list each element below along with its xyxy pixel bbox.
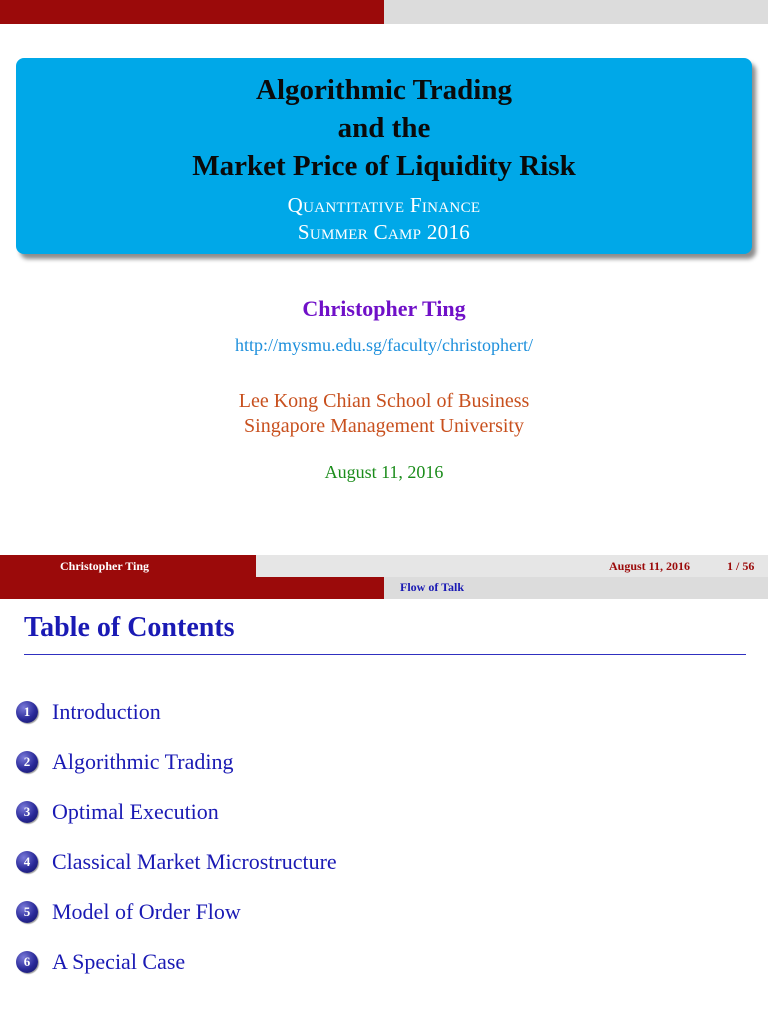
footer-middle-cell bbox=[256, 555, 512, 577]
toc-number-bullet: 1 bbox=[16, 701, 38, 723]
toc-item-label: Introduction bbox=[52, 699, 161, 724]
toc-item-label: Model of Order Flow bbox=[52, 899, 241, 924]
title-line-2: and the bbox=[337, 112, 431, 144]
slide-footer bbox=[0, 555, 768, 577]
toc-number-bullet: 4 bbox=[16, 851, 38, 873]
footer-author: Christopher Ting bbox=[60, 559, 150, 573]
toc-title-rule bbox=[24, 654, 746, 655]
toc-number-bullet: 3 bbox=[16, 801, 38, 823]
title-box bbox=[16, 58, 752, 254]
toc-number-bullet: 5 bbox=[16, 901, 38, 923]
title-line-1: Algorithmic Trading bbox=[256, 74, 512, 106]
toc-item-label: Classical Market Microstructure bbox=[52, 849, 337, 874]
subtitle-line-2: Summer Camp 2016 bbox=[297, 220, 471, 244]
footer-date-cell bbox=[512, 555, 768, 577]
section-nav-label[interactable]: Flow of Talk bbox=[399, 580, 465, 594]
header-bar-gray bbox=[384, 0, 768, 24]
toc-item-label: Optimal Execution bbox=[52, 799, 219, 824]
title-line-3: Market Price of Liquidity Risk bbox=[192, 150, 576, 182]
toc-item-label: A Special Case bbox=[52, 949, 186, 974]
header-bar-red bbox=[0, 0, 384, 24]
presentation-date: August 11, 2016 bbox=[324, 462, 444, 482]
institution-line-1: Lee Kong Chian School of Business bbox=[238, 390, 530, 412]
institution-line-2: Singapore Management University bbox=[244, 415, 524, 437]
toc-item-label: Algorithmic Trading bbox=[52, 749, 234, 774]
author-name: Christopher Ting bbox=[302, 296, 466, 321]
subtitle-line-1: Quantitative Finance bbox=[287, 193, 481, 217]
footer-date: August 11, 2016 bbox=[609, 559, 691, 573]
footer-page-number: 1 / 56 bbox=[727, 559, 755, 573]
toc-number-bullet: 2 bbox=[16, 751, 38, 773]
footer-author-cell bbox=[0, 555, 256, 577]
toc-number-bullet: 6 bbox=[16, 951, 38, 973]
slide2-header-red bbox=[0, 577, 384, 599]
faculty-url-link[interactable]: http://mysmu.edu.sg/faculty/christophert/ bbox=[235, 335, 533, 355]
toc-title: Table of Contents bbox=[24, 612, 235, 643]
